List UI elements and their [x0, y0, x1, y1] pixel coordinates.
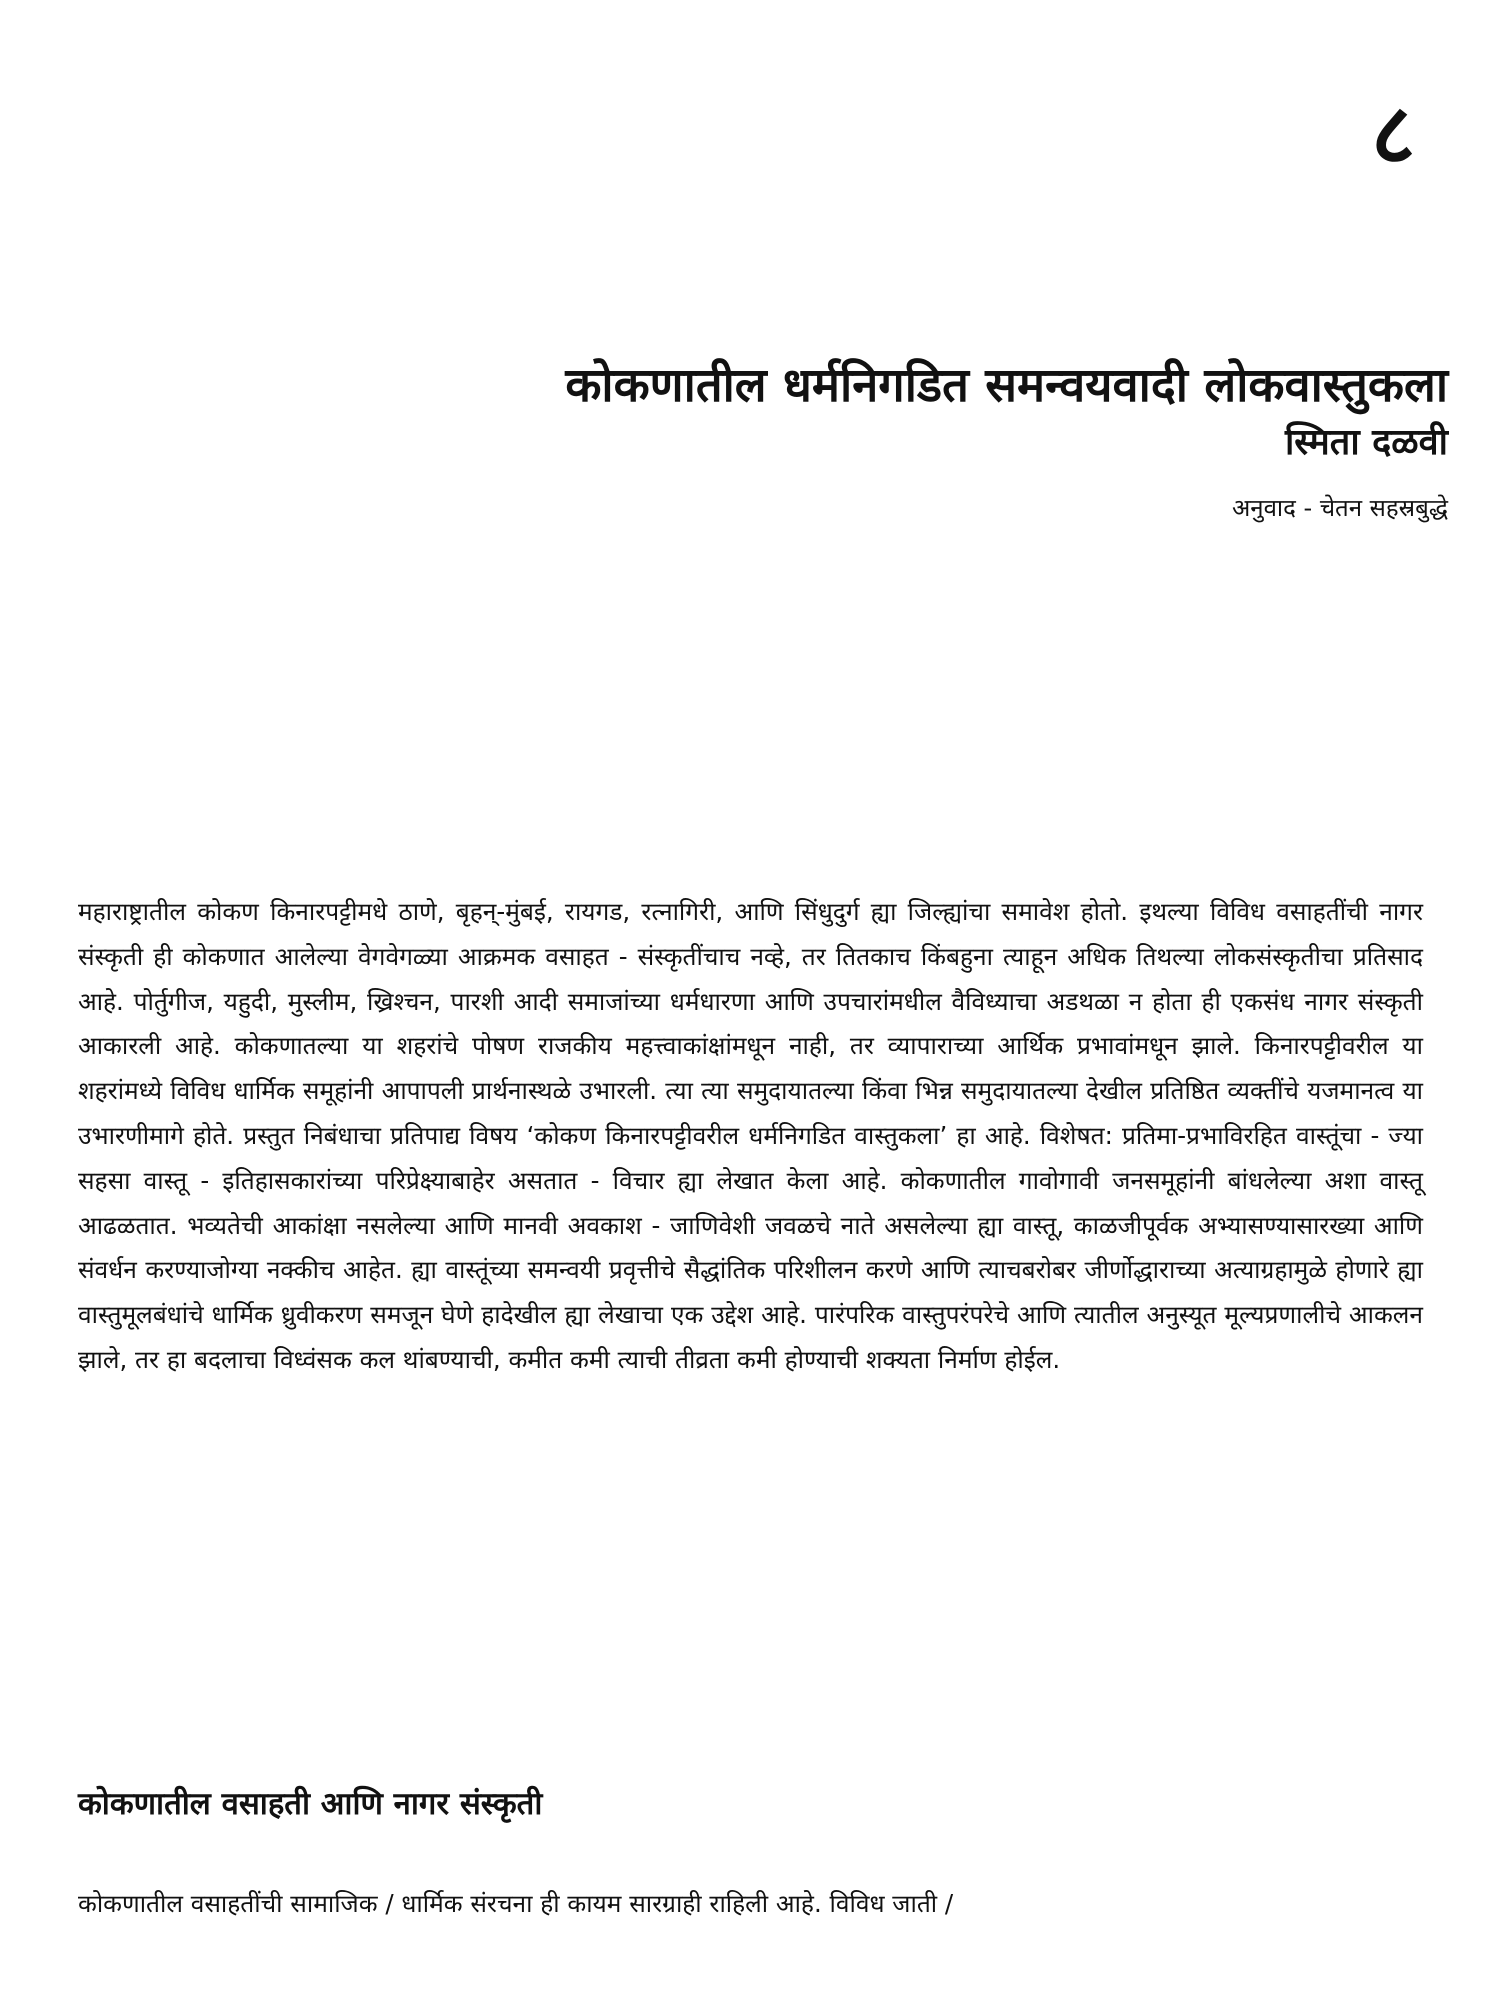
- chapter-number: ८: [1371, 85, 1415, 183]
- section-heading: कोकणातील वसाहती आणि नागर संस्कृती: [78, 1786, 543, 1822]
- section-paragraph: कोकणातील वसाहतींची सामाजिक / धार्मिक संरचना ही कायम सारग्राही राहिली आहे. विविध जाती /: [78, 1889, 954, 1918]
- article-header: [248, 355, 1448, 524]
- article-title: कोकणातील धर्मनिगडित समन्वयवादी लोकवास्तुकला: [565, 358, 1448, 413]
- author-name: स्मिता दळवी: [1284, 422, 1448, 464]
- intro-paragraph: महाराष्ट्रातील कोकण किनारपट्टीमधे ठाणे, बृहन्-मुंबई, रायगड, रत्नागिरी, आणि सिंधुदुर्ग ह्या जिल्ह्यांचा समावेश होतो. इथल्या विविध वसाहतींची नागर संस्कृती ही कोकणात आलेल्या वेगवेगळ्या आक्रमक वसाहत - संस्कृतींचाच नव्हे, तर तितकाच किंबहुना त्याहून अधिक तिथल्या लोकसंस्कृतीचा प्रतिसाद आहे. पोर्तुगीज, यहुदी, मुस्लीम, ख्रिश्चन, पारशी आदी समाजांच्या धर्मधारणा आणि उपचारांमधील वैविध्याचा अडथळा न होता ही एकसंध नागर संस्कृती आकारली आहे. कोकणातल्या या शहरांचे पोषण राजकीय महत्त्वाकांक्षांमधून नाही, तर व्यापाराच्या आर्थिक प्रभावांमधून झाले. किनारपट्टीवरील या शहरांमध्ये विविध धार्मिक समूहांनी आपापली प्रार्थनास्थळे उभारली. त्या त्या समुदायातल्या किंवा भिन्न समुदायातल्या देखील प्रतिष्ठित व्यक्तींचे यजमानत्व या उभारणीमागे होते. प्रस्तुत निबंधाचा प्रतिपाद्य विषय ‘कोकण किनारपट्टीवरील धर्मनिगडित वास्तुकला’ हा आहे. विशेषत: प्रतिमा-प्रभाविरहित वास्तूंचा - ज्या सहसा वास्तू - इतिहासकारांच्या परिप्रेक्ष्याबाहेर असतात - विचार ह्या लेखात केला आहे. कोकणातील गावोगावी जनसमूहांनी बांधलेल्या अशा वास्तू आढळतात. भव्यतेची आकांक्षा नसलेल्या आणि मानवी अवकाश - जाणिवेशी जवळचे नाते असलेल्या ह्या वास्तू, काळजीपूर्वक अभ्यासण्यासारख्या आणि संवर्धन करण्याजोग्या नक्कीच आहेत. ह्या वास्तूंच्या समन्वयी प्रवृत्तीचे सैद्धांतिक परिशीलन करणे आणि त्याचबरोबर जीर्णोद्धाराच्या अत्याग्रहामुळे होणारे ह्या वास्तुमूलबंधांचे धार्मिक ध्रुवीकरण समजून घेणे हादेखील ह्या लेखाचा एक उद्देश आहे. पारंपरिक वास्तुपरंपरेचे आणि त्यातील अनुस्यूत मूल्यप्रणालीचे आकलन झाले, तर हा बदलाचा विध्वंसक कल थांबण्याची, कमीत कमी त्याची तीव्रता कमी होण्याची शक्यता निर्माण होईल.: [78, 897, 1423, 1374]
- translator-credit: अनुवाद - चेतन सहस्रबुद्धे: [1231, 493, 1448, 522]
